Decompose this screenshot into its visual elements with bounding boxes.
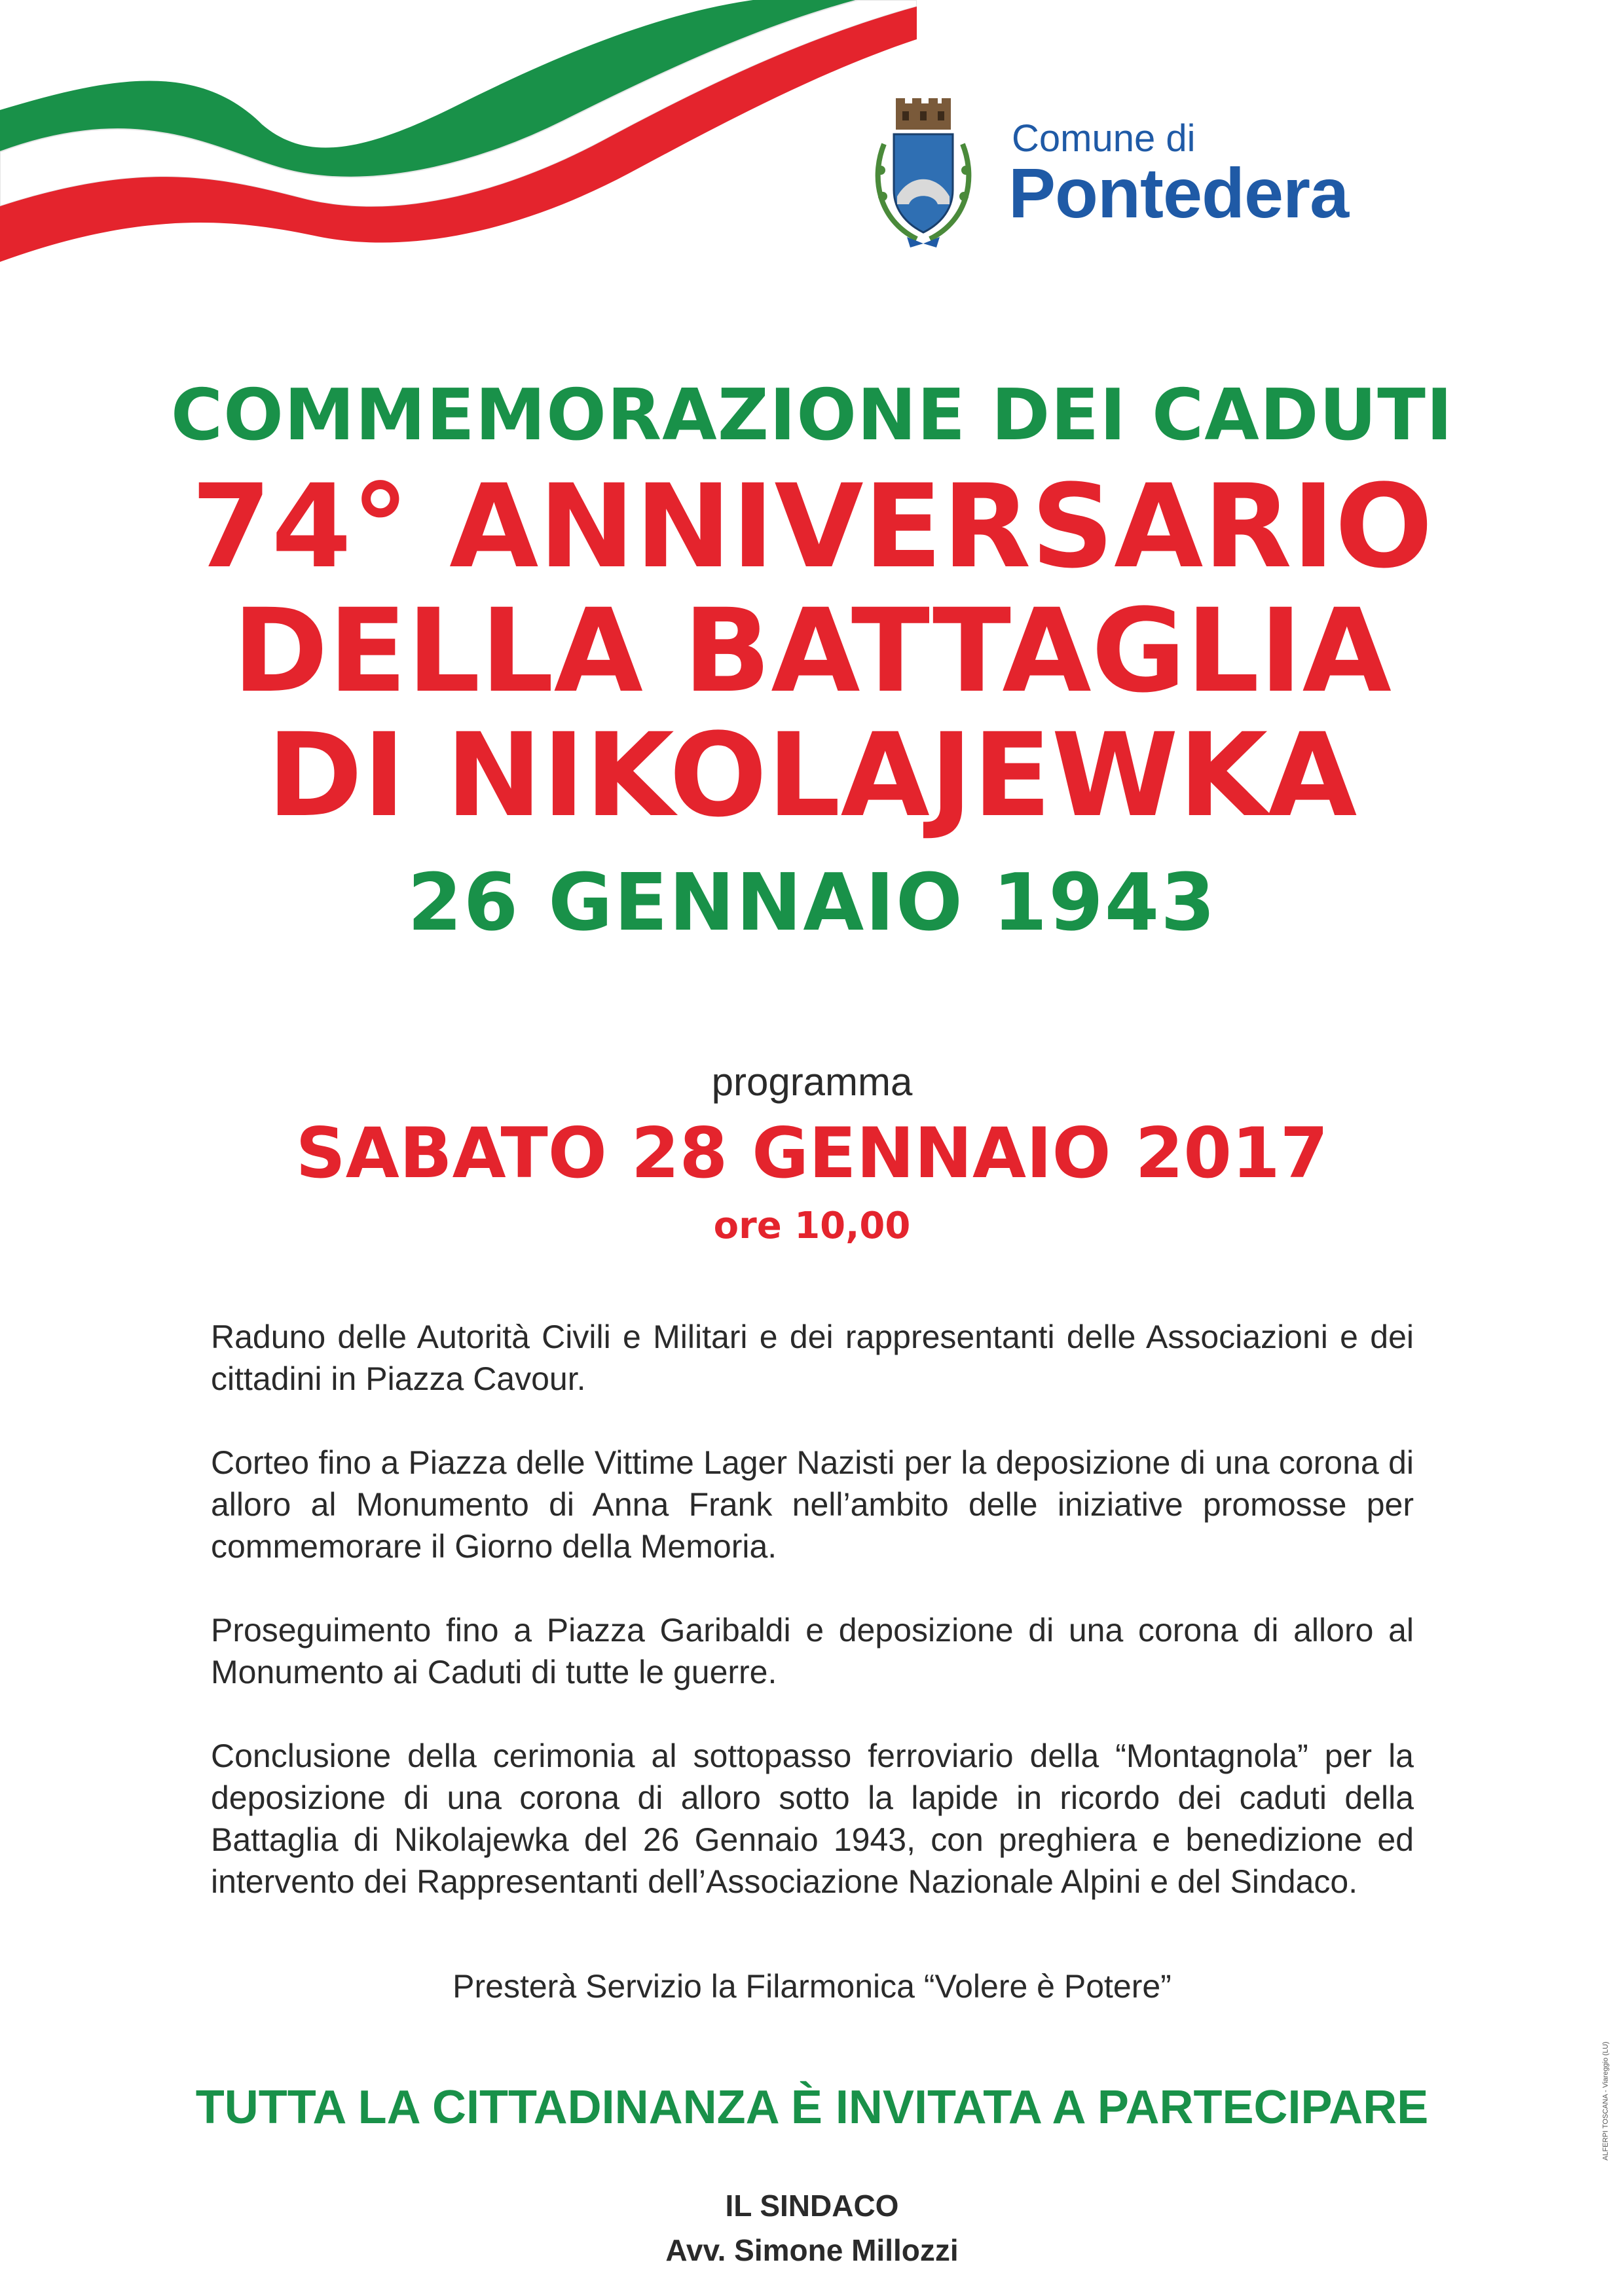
program-paragraph: Conclusione della cerimonia al sottopasso ferroviario della “Montagnola” per la deposizione di una corona di alloro sotto la lapide in ricordo dei caduti della Battaglia di Nikolajewka del 26 Gennaio 1943, con preghiera e benedizione ed intervento dei Rappresentanti dell’Associazione Nazionale Alpini e del Sindaco. bbox=[211, 1738, 1414, 1900]
logo-text-comune: Comune di bbox=[1012, 117, 1196, 160]
signature-name: Avv. Simone Millozzi bbox=[665, 2233, 959, 2267]
comune-logo bbox=[871, 98, 1460, 249]
program-label: programma bbox=[711, 1060, 913, 1104]
program-description bbox=[211, 1316, 1414, 1944]
coat-of-arms-icon bbox=[871, 98, 976, 249]
invitation-banner: TUTTA LA CITTADINANZA È INVITATA A PARTECIPARE bbox=[195, 2081, 1429, 2134]
headline-anniversary: 74° ANNIVERSARIO bbox=[191, 460, 1433, 594]
program-paragraph: Corteo fino a Piazza delle Vittime Lager Nazisti per la deposizione di una corona di alloro al Monumento di Anna Frank nell’ambito delle iniziative promosse per commemorare il Giorno della Memoria. bbox=[211, 1444, 1414, 1565]
band-note: Presterà Servizio la Filarmonica “Volere è Potere” bbox=[452, 1968, 1172, 2005]
signature-role: IL SINDACO bbox=[725, 2189, 899, 2223]
logo-text-city: Pontedera bbox=[1008, 153, 1349, 232]
headline-historic-date: 26 GENNAIO 1943 bbox=[407, 858, 1217, 949]
printer-credit: ALFERPI TOSCANA - Viareggio (LU) bbox=[1602, 2041, 1610, 2160]
event-time: ore 10,00 bbox=[713, 1205, 911, 1247]
headline-place: DI NIKOLAJEWKA bbox=[267, 708, 1357, 843]
italian-flag-ribbon bbox=[0, 0, 917, 301]
program-paragraph: Raduno delle Autorità Civili e Militari e dei rappresentanti delle Associazioni e dei cittadini in Piazza Cavour. bbox=[211, 1319, 1414, 1397]
headline-battle: DELLA BATTAGLIA bbox=[232, 584, 1392, 718]
headline-commemoration: COMMEMORAZIONE DEI CADUTI bbox=[170, 374, 1454, 456]
event-date: SABATO 28 GENNAIO 2017 bbox=[295, 1113, 1329, 1194]
program-paragraph: Proseguimento fino a Piazza Garibaldi e deposizione di una corona di alloro al Monumento ai Caduti di tutte le guerre. bbox=[211, 1612, 1414, 1690]
